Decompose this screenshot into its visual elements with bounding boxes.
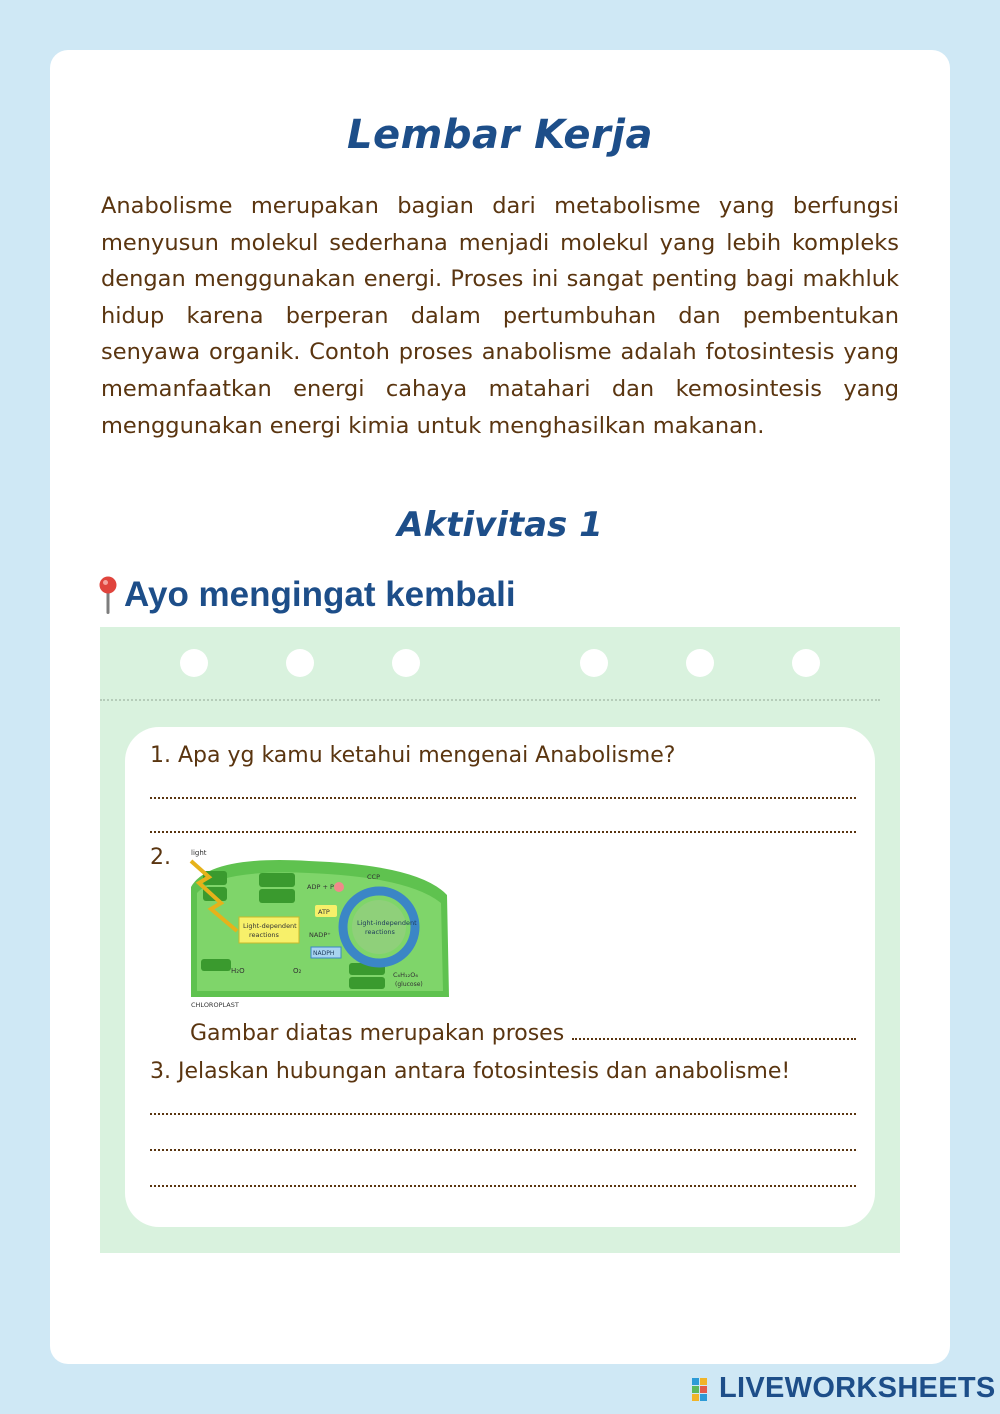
binder-hole [580,649,608,677]
question-2-number: 2. [150,845,171,870]
activity-title: Aktivitas 1 [397,505,603,545]
diagram-light-label: light [191,849,207,857]
diagram-h2o: H₂O [231,967,245,975]
answer-line-1a[interactable] [150,797,856,799]
answer-line-3a[interactable] [150,1113,856,1115]
diagram-chloroplast-label: CHLOROPLAST [191,1001,239,1009]
diagram-ccp: CCP [367,873,380,881]
liveworksheets-logo-icon [690,1376,716,1402]
chloroplast-diagram [189,847,451,1011]
diagram-nadp: NADP⁺ [309,931,331,939]
question-box [125,727,875,1227]
reminder-heading [96,570,516,620]
diagram-light-dependent: Light-dependent [243,922,297,930]
diagram-atp: ATP [318,908,330,916]
binder-hole [792,649,820,677]
diagram-reactions-2: reactions [365,928,395,936]
diagram-light-independent: Light-independent [357,919,417,927]
reminder-label: Ayo mengingat kembali [124,575,516,614]
intro-paragraph: Anabolisme merupakan bagian dari metabolisme yang berfungsi menyusun molekul sederhana menjadi molekul yang lebih kompleks dengan menggunakan energi. Proses ini sangat penting bagi makhluk hidup karena berperan dalam pertumbuhan dan pembentukan senyawa organik. Contoh proses anabolisme adalah fotosintesis yang memanfaatkan energi cahaya matahari dan kemosintesis yang menggunakan energi kimia untuk menghasilkan makanan. [101,193,899,439]
question-3: 3. Jelaskan hubungan antara fotosintesis dan anabolisme! [150,1059,791,1084]
liveworksheets-brand: LIVEWORKSHEETS [719,1372,996,1404]
diagram-nadph: NADPH [313,950,335,957]
answer-line-3c[interactable] [150,1185,856,1187]
binder-hole [180,649,208,677]
answer-line-2[interactable] [572,1038,856,1040]
liveworksheets-logo [690,1372,996,1405]
diagram-reactions: reactions [249,931,279,939]
perforation-line [100,699,880,701]
binder-hole [286,649,314,677]
answer-line-1b[interactable] [150,831,856,833]
answer-line-3b[interactable] [150,1149,856,1151]
diagram-glucose-label: (glucose) [395,981,423,988]
diagram-adp: ADP + P [307,883,334,891]
pin-icon [96,574,120,616]
question-2-caption-row [190,1021,856,1046]
diagram-o2: O₂ [293,967,302,975]
notepad [100,627,900,1253]
binder-hole [392,649,420,677]
binder-hole [686,649,714,677]
diagram-glucose: C₆H₁₂O₆ [393,971,418,979]
question-1: 1. Apa yg kamu ketahui mengenai Anabolisme? [150,743,676,768]
page-title: Lembar Kerja [347,112,653,158]
question-2-caption: Gambar diatas merupakan proses [190,1021,565,1046]
